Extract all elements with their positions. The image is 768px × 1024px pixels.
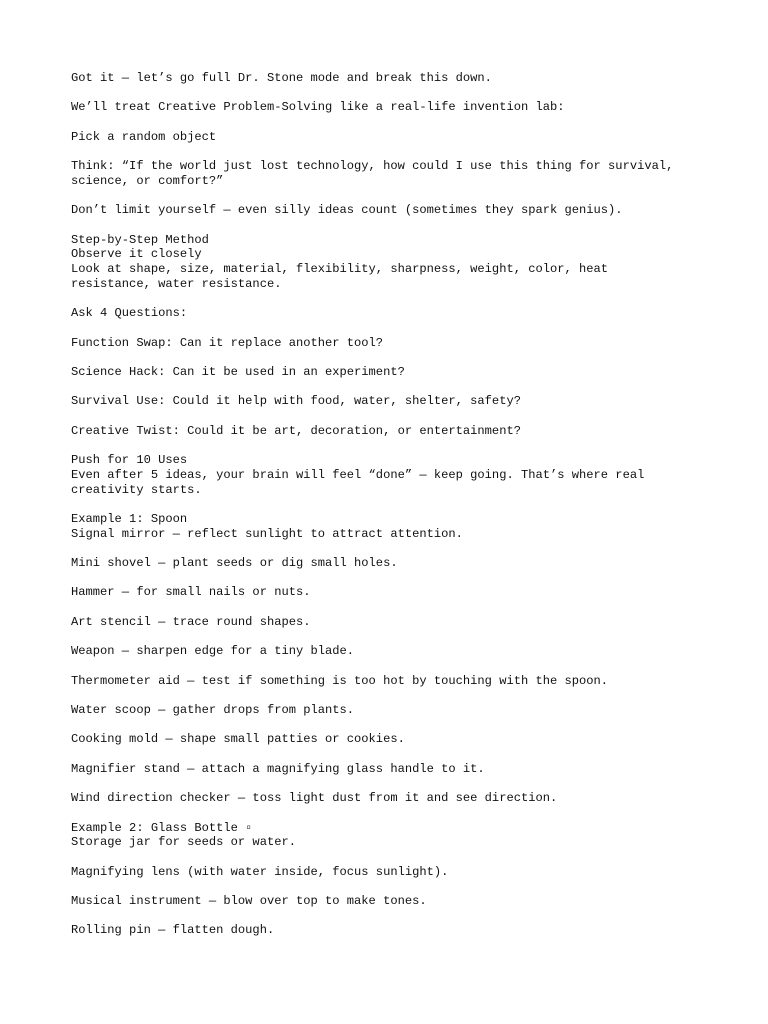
paragraph bbox=[71, 865, 751, 880]
text-line: Step-by-Step Method bbox=[71, 232, 209, 247]
text-line: Look at shape, size, material, flexibility, sharpness, weight, color, heat bbox=[71, 262, 609, 277]
paragraph bbox=[71, 762, 751, 777]
paragraph bbox=[71, 791, 751, 806]
text-line: Pick a random object bbox=[71, 129, 217, 144]
text-line: Magnifying lens (with water inside, focus sunlight). bbox=[71, 864, 449, 879]
paragraph bbox=[71, 336, 751, 351]
text-line: Example 2: Glass Bottle ▫ bbox=[71, 820, 253, 835]
document-body bbox=[71, 71, 751, 938]
paragraph bbox=[71, 159, 751, 188]
paragraph bbox=[71, 615, 751, 630]
text-line: Think: “If the world just lost technology, how could I use this thing for survival, bbox=[71, 159, 674, 174]
paragraph bbox=[71, 100, 751, 115]
paragraph bbox=[71, 306, 751, 321]
text-line: creativity starts. bbox=[71, 482, 202, 497]
text-line: Wind direction checker — toss light dust from it and see direction. bbox=[71, 791, 558, 806]
paragraph bbox=[71, 821, 751, 850]
text-line: Signal mirror — reflect sunlight to attract attention. bbox=[71, 526, 463, 541]
text-line: resistance, water resistance. bbox=[71, 276, 282, 291]
text-line: Even after 5 ideas, your brain will feel “done” — keep going. That’s where real bbox=[71, 467, 645, 482]
text-line: Art stencil — trace round shapes. bbox=[71, 614, 311, 629]
text-line: Rolling pin — flatten dough. bbox=[71, 923, 275, 938]
text-line: Don’t limit yourself — even silly ideas count (sometimes they spark genius). bbox=[71, 203, 623, 218]
text-line: Magnifier stand — attach a magnifying glass handle to it. bbox=[71, 761, 485, 776]
text-line: Mini shovel — plant seeds or dig small holes. bbox=[71, 556, 398, 570]
text-line: Example 1: Spoon bbox=[71, 511, 188, 526]
paragraph bbox=[71, 585, 751, 600]
text-line: science, or comfort?” bbox=[71, 173, 224, 188]
paragraph bbox=[71, 394, 751, 409]
paragraph bbox=[71, 703, 751, 718]
paragraph bbox=[71, 365, 751, 380]
text-line: Storage jar for seeds or water. bbox=[71, 835, 296, 850]
text-line: Ask 4 Questions: bbox=[71, 306, 188, 321]
paragraph bbox=[71, 130, 751, 145]
text-line: Function Swap: Can it replace another tool? bbox=[71, 335, 384, 350]
text-line: Observe it closely bbox=[71, 247, 202, 262]
text-line: Push for 10 Uses bbox=[71, 453, 188, 468]
paragraph bbox=[71, 233, 751, 292]
text-line: Cooking mold — shape small patties or cookies. bbox=[71, 732, 405, 747]
paragraph bbox=[71, 556, 751, 571]
paragraph bbox=[71, 203, 751, 218]
text-line: Creative Twist: Could it be art, decoration, or entertainment? bbox=[71, 423, 521, 438]
document-page bbox=[71, 71, 751, 953]
text-line: Science Hack: Can it be used in an experiment? bbox=[71, 364, 405, 379]
text-line: Water scoop — gather drops from plants. bbox=[71, 702, 355, 717]
text-line: Hammer — for small nails or nuts. bbox=[71, 585, 311, 600]
text-line: Thermometer aid — test if something is too hot by touching with the spoon. bbox=[71, 673, 609, 688]
paragraph bbox=[71, 512, 751, 541]
text-line: Survival Use: Could it help with food, water, shelter, safety? bbox=[71, 394, 521, 409]
paragraph bbox=[71, 424, 751, 439]
paragraph bbox=[71, 71, 751, 86]
text-line: Weapon — sharpen edge for a tiny blade. bbox=[71, 644, 355, 659]
paragraph bbox=[71, 894, 751, 909]
text-line: Got it — let’s go full Dr. Stone mode and break this down. bbox=[71, 71, 492, 85]
paragraph bbox=[71, 674, 751, 689]
paragraph bbox=[71, 923, 751, 938]
paragraph bbox=[71, 644, 751, 659]
paragraph bbox=[71, 732, 751, 747]
text-line: Musical instrument — blow over top to make tones. bbox=[71, 894, 427, 908]
text-line: We’ll treat Creative Problem-Solving like a real-life invention lab: bbox=[71, 100, 565, 115]
paragraph bbox=[71, 453, 751, 497]
